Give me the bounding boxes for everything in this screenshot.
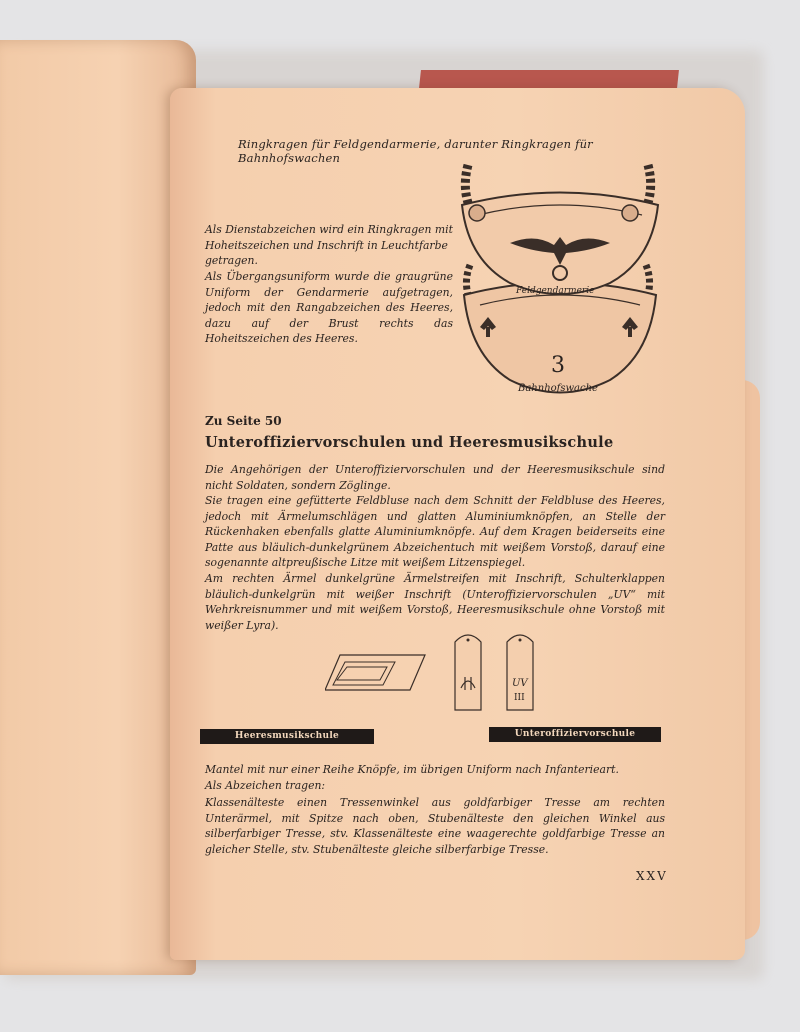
closing-paragraph-1: Mantel mit nur einer Reihe Knöpfe, im übrigen Uniform nach Infanterieart. [205, 763, 619, 776]
closing-paragraph-2: Als Abzeichen tragen: [205, 779, 326, 792]
section-paragraph-3: Am rechten Ärmel dunkelgrüne Ärmelstreifen mit Inschrift, Schulterklappen bläulich-dunkelgrün mit weißer Inschrift (Unteroffiziervorschulen „UV“ mit Wehrkreisnummer und mit weißem Vorstoß, Heeresmusikschule ohne Vorstoß mit weißer Lyra). [205, 572, 665, 632]
section-paragraph-1: Die Angehörigen der Unteroffiziervorschulen und der Heeresmusikschule sind nicht Soldaten, sondern Zöglinge. [205, 463, 665, 492]
insignia-illustration [325, 630, 575, 715]
shoulder-strap-uv [507, 635, 533, 710]
page-header: Ringkragen für Feldgendarmerie, darunter Ringkragen für Bahnhofswachen [238, 137, 593, 165]
closing-paragraph-3: Klassenälteste einen Tressenwinkel aus goldfarbiger Tresse am rechten Unterärmel, mit Spitze nach oben, Stubenälteste den gleichen Winkel aus silberfarbiger Tresse, stv. Klassenälteste eine waagerechte goldfarbige Tresse an gleicher Stelle, stv. Stubenälteste gleiche silberfarbige Tresse. [205, 796, 665, 856]
intro-paragraph-1: Als Dienstabzeichen wird ein Ringkragen mit Hoheitszeichen und Inschrift in Leuchtfarbe getragen. [205, 223, 453, 268]
left-page [0, 40, 196, 975]
sleeve-stripe-figure [325, 655, 425, 690]
strap-numeral: III [514, 693, 525, 703]
strap-letters: UV [512, 678, 528, 689]
book-cover-edge [419, 70, 679, 88]
lower-gorget-inscription: Bahnhofswache [518, 383, 598, 394]
lower-gorget-number: 3 [551, 353, 565, 378]
section-paragraph-2: Sie tragen eine gefütterte Feldbluse nach dem Schnitt der Feldbluse des Heeres, jedoch mit Ärmelumschlägen und glatten Aluminiumknöpfen, an Stelle der Rückenhaken ebenfalls glatte Aluminiumknöpfe. Auf dem Kragen beiderseits eine Patte aus bläulich-dunkelgrünem Abzeichentuch mit weißem Vorstoß, darauf eine sogenannte altpreußische Litze mit weißem Litzenspiegel. [205, 494, 665, 570]
upper-gorget-inscription: Feldgendarmerie [516, 286, 595, 296]
shoulder-strap-lyre [455, 635, 481, 710]
section-reference: Zu Seite 50 [205, 414, 282, 428]
label-heeresmusikschule: Heeresmusikschule [200, 729, 374, 744]
gorget-illustration [450, 155, 670, 405]
page-number: XXV [636, 869, 668, 883]
section-title: Unteroffiziervorschulen und Heeresmusikschule [205, 434, 614, 451]
intro-paragraph-2: Als Übergangsuniform wurde die graugrüne Uniform der Gendarmerie aufgetragen, jedoch mit den Rangabzeichen des Heeres, dazu auf der Brust rechts das Hoheitszeichen des Heeres. [205, 270, 453, 346]
label-unteroffiziervorschule: Unteroffiziervorschule [489, 727, 661, 742]
